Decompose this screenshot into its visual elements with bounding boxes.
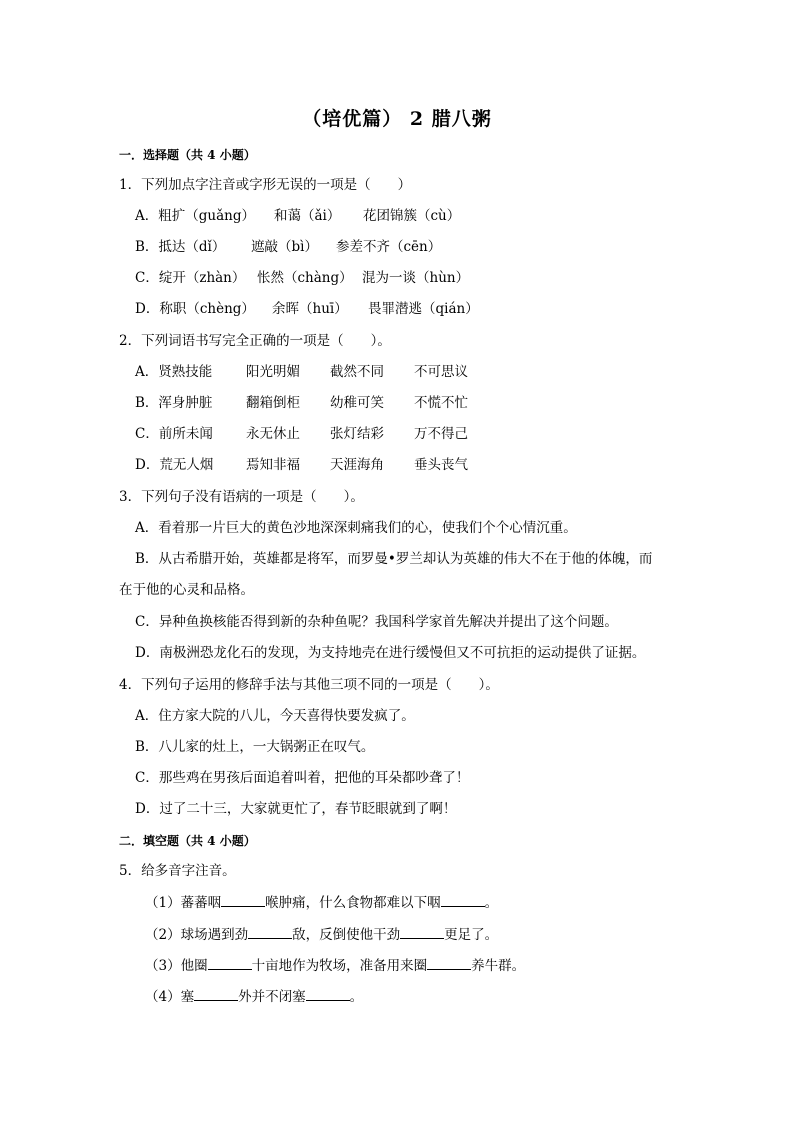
option-text: D．称职（chèng） [135, 301, 255, 317]
option-text: A．贤熟技能 [135, 364, 213, 380]
option-text: 遮敲（bì） [251, 239, 318, 255]
question-4-stem: 4．下列句子运用的修辞手法与其他三项不同的一项是（ ）。 [119, 677, 499, 693]
question-3-option-d: D．南极洲恐龙化石的发现，为支持地壳在进行缓慢但又不可抗拒的运动提供了证据。 [135, 645, 646, 661]
item-text: （4）塞 [145, 989, 195, 1005]
option-text: 垂头丧气 [414, 457, 468, 473]
item-text: 十亩地作为牧场，准备用来圈 [251, 958, 428, 974]
option-text: 和蔼（ǎi） [274, 208, 341, 224]
option-text: 花团锦簇（cù） [363, 208, 461, 224]
question-4-option-a: A．住方家大院的八儿，今天喜得快要发疯了。 [135, 708, 415, 724]
option-text: 怅然（chàng） [257, 270, 353, 286]
section-heading-fill: 二．填空题（共 4 小题） [119, 834, 256, 848]
question-4-option-c: C．那些鸡在男孩后面追着叫着，把他的耳朵都吵聋了！ [135, 770, 470, 786]
question-3-option-b-continued: 在于他的心灵和品格。 [119, 582, 254, 598]
question-4-option-b: B．八儿家的灶上，一大锅粥正在叹气。 [135, 739, 375, 755]
option-text: 阳光明媚 [246, 364, 300, 380]
answer-blank[interactable] [400, 924, 444, 939]
question-5-item-1 [145, 892, 498, 913]
question-3-option-b: B．从古希腊开始，英雄都是将军，而罗曼•罗兰却认为英雄的伟大不在于他的体魄，而 [135, 551, 653, 567]
answer-blank[interactable] [441, 892, 485, 907]
question-1-option-b [135, 237, 441, 257]
item-text: 敌，反倒使他干劲 [292, 927, 401, 943]
answer-blank[interactable] [427, 955, 471, 970]
option-text: 不慌不忙 [414, 395, 468, 411]
question-5-item-3 [145, 955, 525, 976]
answer-blank[interactable] [248, 924, 292, 939]
option-text: 混为一谈（hùn） [362, 270, 470, 286]
answer-blank[interactable] [221, 892, 265, 907]
question-5-stem: 5．给多音字注音。 [119, 863, 236, 879]
question-3-stem: 3．下列句子没有语病的一项是（ ）。 [119, 489, 364, 505]
answer-blank[interactable] [306, 986, 350, 1001]
item-text: （1）蕃蕃咽 [145, 895, 222, 911]
option-text: 不可思议 [414, 364, 468, 380]
option-text: D．荒无人烟 [135, 457, 214, 473]
item-text: （2）球场遇到劲 [145, 927, 249, 943]
question-2-option-b [135, 393, 468, 413]
option-text: C．前所未闻 [135, 426, 213, 442]
question-5-item-2 [145, 924, 498, 945]
question-1-option-d [135, 299, 479, 319]
option-text: 永无休止 [246, 426, 300, 442]
question-4-option-d: D．过了二十三，大家就更忙了，春节眨眼就到了啊！ [135, 801, 457, 817]
item-text: 。 [349, 989, 364, 1005]
question-2-option-a [135, 362, 468, 382]
item-text: 外并不闭塞 [238, 989, 306, 1005]
option-text: 畏罪潜逃（qián） [368, 301, 479, 317]
page-title: （培优篇） 2 腊八粥 [302, 108, 492, 130]
answer-blank[interactable] [208, 955, 252, 970]
item-text: 更足了。 [444, 927, 499, 943]
question-2-stem: 2．下列词语书写完全正确的一项是（ ）。 [119, 333, 391, 349]
question-1-option-a [135, 206, 460, 226]
option-text: 余晖（huī） [272, 301, 348, 317]
option-text: 张灯结彩 [330, 426, 384, 442]
option-text: A．粗扩（guǎng） [135, 208, 255, 224]
option-text: 万不得己 [414, 426, 468, 442]
option-text: 幼稚可笑 [330, 395, 384, 411]
option-text: 焉知非福 [246, 457, 300, 473]
option-text: C．绽开（zhàn） [135, 270, 246, 286]
question-1-option-c [135, 268, 469, 288]
option-text: B．浑身肿脏 [135, 395, 213, 411]
question-1-stem: 1．下列加点字注音或字形无误的一项是（ ） [119, 177, 412, 193]
question-2-option-d [135, 455, 468, 475]
question-3-option-c: C．异种鱼换核能否得到新的杂种鱼呢？我国科学家首先解决并提出了这个问题。 [135, 614, 618, 630]
option-text: 参差不齐（cēn） [336, 239, 442, 255]
item-text: 喉肿痛，什么食物都难以下咽 [265, 895, 441, 911]
option-text: 天涯海角 [330, 457, 384, 473]
option-text: 截然不同 [330, 364, 384, 380]
item-text: 养牛群。 [471, 958, 526, 974]
option-text: 翻箱倒柜 [246, 395, 300, 411]
question-2-option-c [135, 424, 468, 444]
item-text: 。 [484, 895, 499, 911]
answer-blank[interactable] [194, 986, 238, 1001]
question-5-item-4 [145, 986, 363, 1007]
question-3-option-a: A．看着那一片巨大的黄色沙地深深刺痛我们的心，使我们个个心情沉重。 [135, 520, 577, 536]
section-heading-choice: 一．选择题（共 4 小题） [119, 148, 256, 162]
option-text: B．抵达（dǐ） [135, 239, 226, 255]
item-text: （3）他圈 [145, 958, 208, 974]
